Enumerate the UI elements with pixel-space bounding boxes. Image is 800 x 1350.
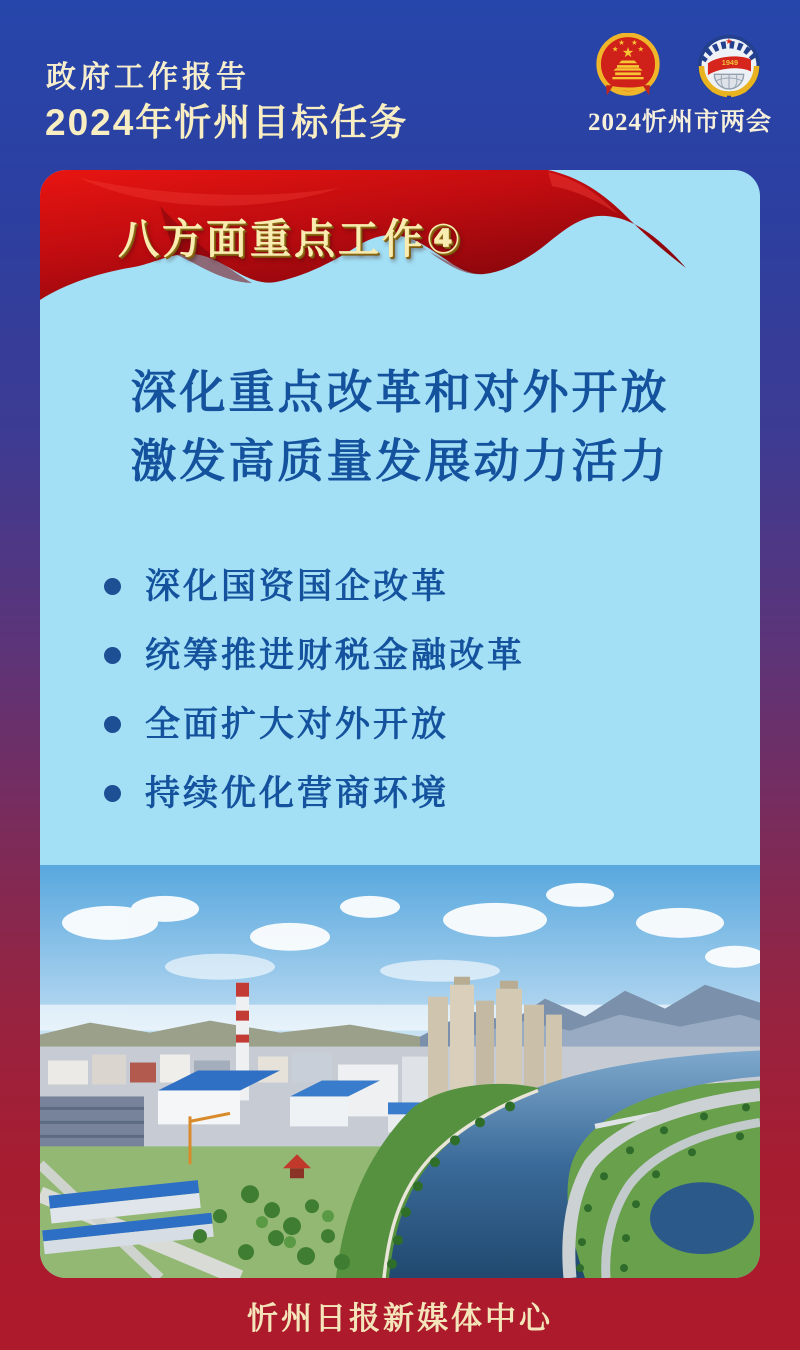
list-item [104, 568, 525, 604]
svg-text:★: ★ [618, 37, 625, 47]
list-item [104, 775, 525, 811]
list-item [104, 706, 525, 742]
main-title-line2: 激发高质量发展动力活力 [130, 435, 670, 487]
svg-text:★: ★ [611, 44, 619, 54]
key-points-list [104, 568, 525, 844]
list-item [104, 637, 525, 673]
bullet-dot-icon [104, 578, 121, 595]
city-river-photo [40, 865, 760, 1278]
bullet-dot-icon [104, 785, 121, 802]
bullet-dot-icon [104, 716, 121, 733]
bullet-text: 全面扩大对外开放 [145, 704, 450, 744]
content-card [40, 170, 760, 1278]
svg-text:★: ★ [725, 37, 733, 46]
report-kicker: 政府工作报告 [46, 61, 250, 94]
event-badge: 2024忻州市两会 [587, 109, 772, 136]
svg-text:★: ★ [631, 37, 638, 47]
banner-label: 八方面重点工作④ [118, 216, 464, 262]
main-title-line1: 深化重点改革和对外开放 [130, 366, 670, 418]
svg-text:★: ★ [637, 44, 645, 54]
bullet-text: 深化国资国企改革 [145, 566, 450, 606]
cppcc-emblem-icon [696, 33, 762, 99]
bullet-text: 持续优化营商环境 [145, 773, 450, 813]
cppcc-year-text: 1949 [721, 58, 739, 68]
national-emblem-icon [595, 33, 661, 99]
main-title [40, 358, 760, 496]
svg-text:★: ★ [621, 44, 635, 60]
publisher-credit: 忻州日报新媒体中心 [247, 1301, 553, 1336]
bullet-text: 统筹推进财税金融改革 [145, 635, 526, 675]
page-title: 2024年忻州目标任务 [45, 102, 409, 143]
bullet-dot-icon [104, 647, 121, 664]
